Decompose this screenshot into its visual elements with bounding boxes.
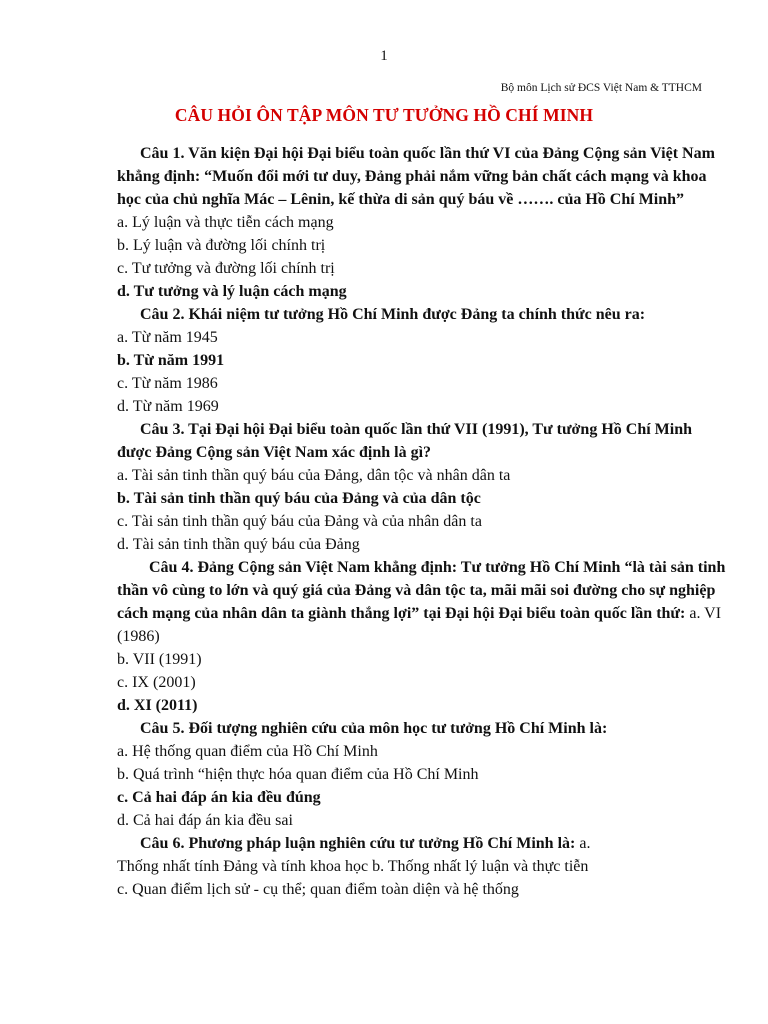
question-4-option-d: d. XI (2011) [117, 697, 198, 714]
question-3-option-a: a. Tài sản tinh thần quý báu của Đảng, dân tộc và nhân dân ta [117, 467, 511, 484]
question-3-text: Câu 3. Tại Đại hội Đại biểu toàn quốc lần thứ VII (1991), Tư tưởng Hồ Chí Minh được Đảng Cộng sản Việt Nam xác định là gì? [117, 421, 692, 461]
question-1-option-c: c. Tư tưởng và đường lối chính trị [117, 260, 335, 277]
question-4-stem: Câu 4. Đảng Cộng sản Việt Nam khẳng định: Tư tưởng Hồ Chí Minh “là tài sản tinh thần vô cùng to lớn và quý giá của Đảng và dân tộc ta, mãi mãi soi đường cho sự nghiệp cách mạng của nhân dân ta giành thắng lợi” tại Đại hội Đại biểu toàn quốc lần thứ: [117, 559, 726, 622]
question-6-options-a-b: Thống nhất tính Đảng và tính khoa học b. Thống nhất lý luận và thực tiễn [117, 858, 589, 875]
department-header: Bộ môn Lịch sử ĐCS Việt Nam & TTHCM [500, 82, 702, 94]
page-number: 1 [380, 48, 388, 64]
question-5-option-d: d. Cả hai đáp án kia đều sai [117, 812, 293, 829]
question-list [117, 142, 729, 901]
question-6-stem: Câu 6. Phương pháp luận nghiên cứu tư tưởng Hồ Chí Minh là: [140, 835, 576, 852]
question-4-option-b: b. VII (1991) [117, 651, 202, 668]
question-6-text [117, 832, 729, 855]
question-2-option-a: a. Từ năm 1945 [117, 329, 218, 346]
question-1-option-b: b. Lý luận và đường lối chính trị [117, 237, 326, 254]
question-2-option-b: b. Từ năm 1991 [117, 352, 225, 369]
question-4-text [117, 556, 729, 648]
question-2-option-c: c. Từ năm 1986 [117, 375, 218, 392]
question-5-option-b: b. Quá trình “hiện thực hóa quan điểm của Hồ Chí Minh [117, 766, 479, 783]
question-4-option-c: c. IX (2001) [117, 674, 196, 691]
question-1-option-d: d. Tư tưởng và lý luận cách mạng [117, 283, 347, 300]
question-5-option-c: c. Cả hai đáp án kia đều đúng [117, 789, 321, 806]
question-1-text: Câu 1. Văn kiện Đại hội Đại biểu toàn quốc lần thứ VI của Đảng Cộng sản Việt Nam khẳng định: “Muốn đổi mới tư duy, Đảng phải nắm vững bản chất cách mạng và khoa học của chủ nghĩa Mác – Lênin, kế thừa di sản quý báu về ……. của Hồ Chí Minh” [117, 145, 715, 208]
question-5-option-a: a. Hệ thống quan điểm của Hồ Chí Minh [117, 743, 378, 760]
question-2-option-d: d. Từ năm 1969 [117, 398, 219, 415]
document-title: CÂU HỎI ÔN TẬP MÔN TƯ TƯỞNG HỒ CHÍ MINH [174, 105, 594, 125]
question-3-option-c: c. Tài sản tinh thần quý báu của Đảng và của nhân dân ta [117, 513, 482, 530]
question-3-option-b: b. Tài sản tinh thần quý báu của Đảng và của dân tộc [117, 490, 481, 507]
question-3-option-d: d. Tài sản tinh thần quý báu của Đảng [117, 536, 360, 553]
question-4-option-a: a. VI (1986) [117, 605, 722, 645]
question-5-text: Câu 5. Đối tượng nghiên cứu của môn học tư tưởng Hồ Chí Minh là: [140, 720, 608, 737]
question-6-option-a-label: a. [579, 835, 591, 852]
question-1-option-a: a. Lý luận và thực tiễn cách mạng [117, 214, 334, 231]
question-6-option-c: c. Quan điểm lịch sử - cụ thể; quan điểm toàn diện và hệ thống [117, 881, 519, 898]
question-2-text: Câu 2. Khái niệm tư tưởng Hồ Chí Minh được Đảng ta chính thức nêu ra: [140, 306, 646, 323]
